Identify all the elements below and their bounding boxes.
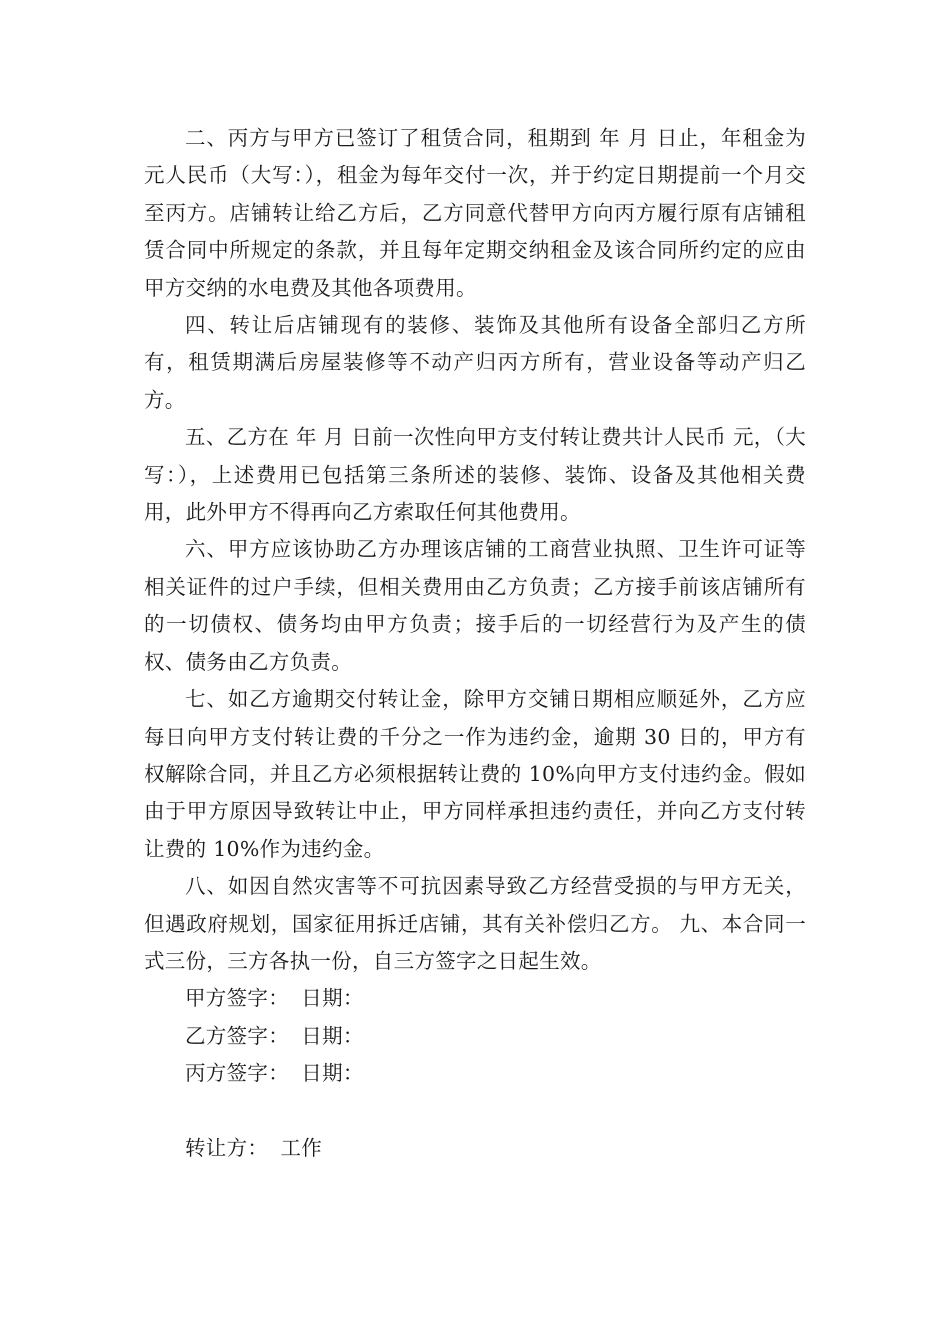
signature-line-party-c xyxy=(144,1055,806,1092)
date-label: 日期： xyxy=(301,986,364,1011)
transferor-value: 工作 xyxy=(280,1135,323,1160)
transferor-label: 转让方： xyxy=(185,1135,269,1160)
signature-label: 乙方签字： xyxy=(185,1023,289,1048)
date-label: 日期： xyxy=(301,1023,364,1048)
signature-line-party-b xyxy=(144,1018,806,1055)
clause-paragraph: 六、甲方应该协助乙方办理该店铺的工商营业执照、卫生许可证等相关证件的过户手续，但相关费用由乙方负责；乙方接手前该店铺所有的一切债权、债务均由甲方负责；接手后的一切经营行为及产生的债权、债务由乙方负责。 xyxy=(144,537,806,674)
clause-paragraph: 二、丙方与甲方已签订了租赁合同，租期到 年 月 日止，年租金为 元人民币（大写：），租金为每年交付一次，并于约定日期提前一个月交至丙方。店铺转让给乙方后，乙方同意代替甲方向丙方履行原有店铺租赁合同中所规定的条款，并且每年定期交纳租金及该合同所约定的应由甲方交纳的水电费及其他各项费用。 xyxy=(144,126,806,300)
blank-spacer xyxy=(144,1093,806,1130)
document-body xyxy=(144,120,806,1167)
transferor-line xyxy=(144,1130,806,1167)
signature-label: 甲方签字： xyxy=(185,986,289,1011)
signature-label: 丙方签字： xyxy=(185,1061,289,1086)
clause-paragraph: 五、乙方在 年 月 日前一次性向甲方支付转让费共计人民币 元，（大写：），上述费用已包括第三条所述的装修、装饰、设备及其他相关费用，此外甲方不得再向乙方索取任何其他费用。 xyxy=(144,425,806,525)
clause-paragraph: 四、转让后店铺现有的装修、装饰及其他所有设备全部归乙方所有，租赁期满后房屋装修等不动产归丙方所有，营业设备等动产归乙方。 xyxy=(144,313,806,412)
signature-line-party-a xyxy=(144,980,806,1017)
date-label: 日期： xyxy=(301,1061,364,1086)
clause-paragraph: 八、如因自然灾害等不可抗因素导致乙方经营受损的与甲方无关，但遇政府规划，国家征用拆迁店铺，其有关补偿归乙方。 九、本合同一式三份，三方各执一份，自三方签字之日起生效。 xyxy=(144,874,806,973)
clause-paragraph: 七、如乙方逾期交付转让金，除甲方交铺日期相应顺延外，乙方应每日向甲方支付转让费的千分之一作为违约金，逾期 30 日的，甲方有权解除合同，并且乙方必须根据转让费的 10%向甲方支付违约金。假如由于甲方原因导致转让中止，甲方同样承担违约责任，并向乙方支付转让费的 10%作为违约金。 xyxy=(144,687,806,861)
